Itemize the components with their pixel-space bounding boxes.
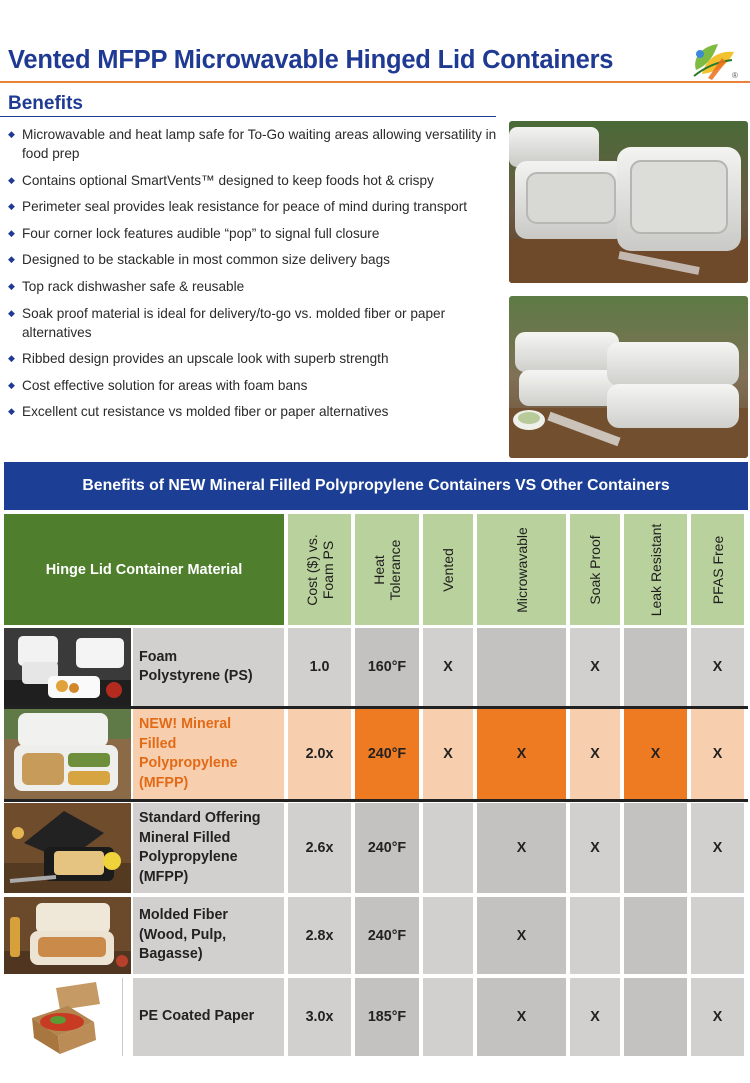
table-cell: 2.6x [288, 803, 351, 893]
table-cell: X [570, 978, 620, 1056]
column-separator [122, 978, 123, 1056]
table-cell [624, 897, 687, 974]
column-header-vented [423, 514, 473, 625]
list-item-text: Designed to be stackable in most common size delivery bags [22, 252, 390, 268]
table-cell: X [570, 628, 620, 706]
table-cell: X [477, 709, 566, 799]
column-header-leak-resistant [624, 514, 687, 625]
material-column-header: Hinge Lid Container Material [4, 514, 284, 625]
benefits-list [8, 125, 498, 429]
list-item [8, 125, 498, 163]
diamond-bullet-icon: ◆ [8, 227, 15, 238]
list-item-text: Ribbed design provides an upscale look with superb strength [22, 351, 389, 367]
registered-mark: ® [732, 71, 738, 80]
row-label-line: Filled [139, 735, 177, 752]
row-label-line: Polypropylene [139, 755, 238, 771]
table-cell: 1.0 [288, 628, 351, 706]
table-cell [691, 897, 744, 974]
title-divider [0, 81, 750, 83]
list-item [8, 250, 498, 269]
diamond-bullet-icon: ◆ [8, 129, 15, 139]
row-image-foam-containers [4, 628, 131, 706]
row-label [133, 897, 284, 974]
table-cell [423, 897, 473, 974]
row-image-standard-mfpp-container [4, 803, 131, 893]
row-image-molded-fiber-container [4, 897, 131, 974]
diamond-bullet-icon: ◆ [8, 201, 15, 212]
table-cell: 160°F [355, 628, 419, 706]
highlight-row-bottom-border [4, 799, 748, 802]
row-label-line: Molded Fiber [139, 907, 228, 924]
table-cell: 3.0x [288, 978, 351, 1056]
table-cell [423, 803, 473, 893]
row-image-new-mfpp-container [4, 709, 131, 799]
list-item-text: Top rack dishwasher safe & reusable [22, 278, 245, 294]
table-cell: X [423, 628, 473, 706]
diamond-bullet-icon: ◆ [8, 307, 15, 318]
column-header-cost [288, 514, 351, 625]
list-item [8, 197, 498, 216]
row-image-pe-coated-paper-box [4, 978, 131, 1056]
table-cell: X [570, 709, 620, 799]
comparison-banner: Benefits of NEW Mineral Filled Polypropylene Containers VS Other Containers [4, 462, 748, 510]
list-item [8, 277, 498, 296]
row-label [133, 628, 284, 706]
column-header-line: Soak Proof [587, 534, 603, 605]
list-item [8, 376, 498, 395]
row-label-line: PE Coated Paper [139, 1008, 255, 1025]
diamond-bullet-icon: ◆ [8, 406, 15, 417]
column-header-line: Cost ($) vs. [303, 533, 320, 606]
table-cell: 240°F [355, 897, 419, 974]
list-item-text: Four corner lock features audible “pop” to signal full closure [22, 225, 380, 241]
row-label-line: Mineral Filled [139, 829, 231, 846]
list-item-text: Microwavable and heat lamp safe for To-Go waiting areas allowing versatility in food prep [22, 127, 497, 161]
column-header-line: Leak Resistant [647, 523, 664, 616]
column-header-line: Heat [371, 554, 387, 585]
table-cell: X [691, 978, 744, 1056]
table-cell [570, 897, 620, 974]
table-cell: X [691, 628, 744, 706]
list-item [8, 349, 498, 368]
row-label-line: Polystyrene (PS) [139, 668, 253, 684]
list-item-text: Excellent cut resistance vs molded fiber or paper alternatives [22, 404, 389, 420]
table-cell [624, 803, 687, 893]
row-label-line: Standard Offering [139, 810, 261, 826]
table-cell [624, 978, 687, 1056]
row-label-line: Polypropylene [139, 849, 238, 865]
product-photo-stacked-containers [509, 296, 748, 458]
table-cell: X [477, 897, 566, 974]
table-cell: X [691, 709, 744, 799]
row-label [133, 803, 284, 893]
diamond-bullet-icon: ◆ [8, 353, 15, 364]
row-label-line: (MFPP) [139, 868, 189, 885]
row-label-line: Bagasse) [139, 946, 203, 963]
row-label [133, 709, 284, 799]
list-item-text: Cost effective solution for areas with foam bans [22, 377, 308, 393]
column-header-line: Tolerance [387, 539, 403, 600]
page-title: Vented MFPP Microwavable Hinged Lid Containers [8, 46, 614, 74]
product-photo-containers-on-table [509, 121, 748, 283]
row-label-line: (MFPP) [139, 774, 189, 791]
table-cell: X [477, 803, 566, 893]
table-cell [624, 628, 687, 706]
list-item-text: Perimeter seal provides leak resistance for peace of mind during transport [22, 199, 468, 215]
table-cell: X [624, 709, 687, 799]
benefits-heading: Benefits [8, 93, 83, 114]
table-cell: 185°F [355, 978, 419, 1056]
column-header-pfas-free [691, 514, 744, 625]
table-cell: 2.0x [288, 709, 351, 799]
row-label-line: Foam [139, 648, 178, 665]
row-label-line: NEW! Mineral [139, 716, 232, 732]
diamond-bullet-icon: ◆ [8, 254, 15, 265]
column-header-line: Foam PS [319, 540, 336, 599]
diamond-bullet-icon: ◆ [8, 174, 15, 185]
column-header-microwavable [477, 514, 566, 625]
table-cell: X [691, 803, 744, 893]
list-item [8, 171, 498, 190]
column-header-line: Vented [440, 547, 456, 592]
leaf-brand-logo-icon [688, 40, 740, 82]
row-label [133, 978, 284, 1056]
table-cell: X [570, 803, 620, 893]
row-label-line: (Wood, Pulp, [139, 926, 227, 943]
diamond-bullet-icon: ◆ [8, 379, 15, 390]
table-cell: X [423, 709, 473, 799]
column-header-heat-tolerance [355, 514, 419, 625]
list-item [8, 402, 498, 421]
table-cell [477, 628, 566, 706]
benefits-divider [0, 116, 496, 117]
diamond-bullet-icon: ◆ [8, 280, 15, 291]
list-item [8, 304, 498, 342]
list-item-text: Contains optional SmartVents™ designed to keep foods hot & crispy [22, 172, 434, 188]
table-cell: 2.8x [288, 897, 351, 974]
table-cell: 240°F [355, 803, 419, 893]
list-item-text: Soak proof material is ideal for delivery/to-go vs. molded fiber or paper alternatives [22, 305, 446, 340]
table-cell: X [477, 978, 566, 1056]
column-header-soak-proof [570, 514, 620, 625]
column-header-line: Microwavable [513, 526, 530, 613]
table-cell [423, 978, 473, 1056]
column-header-line: PFAS Free [709, 535, 726, 604]
table-cell: 240°F [355, 709, 419, 799]
list-item [8, 224, 498, 243]
